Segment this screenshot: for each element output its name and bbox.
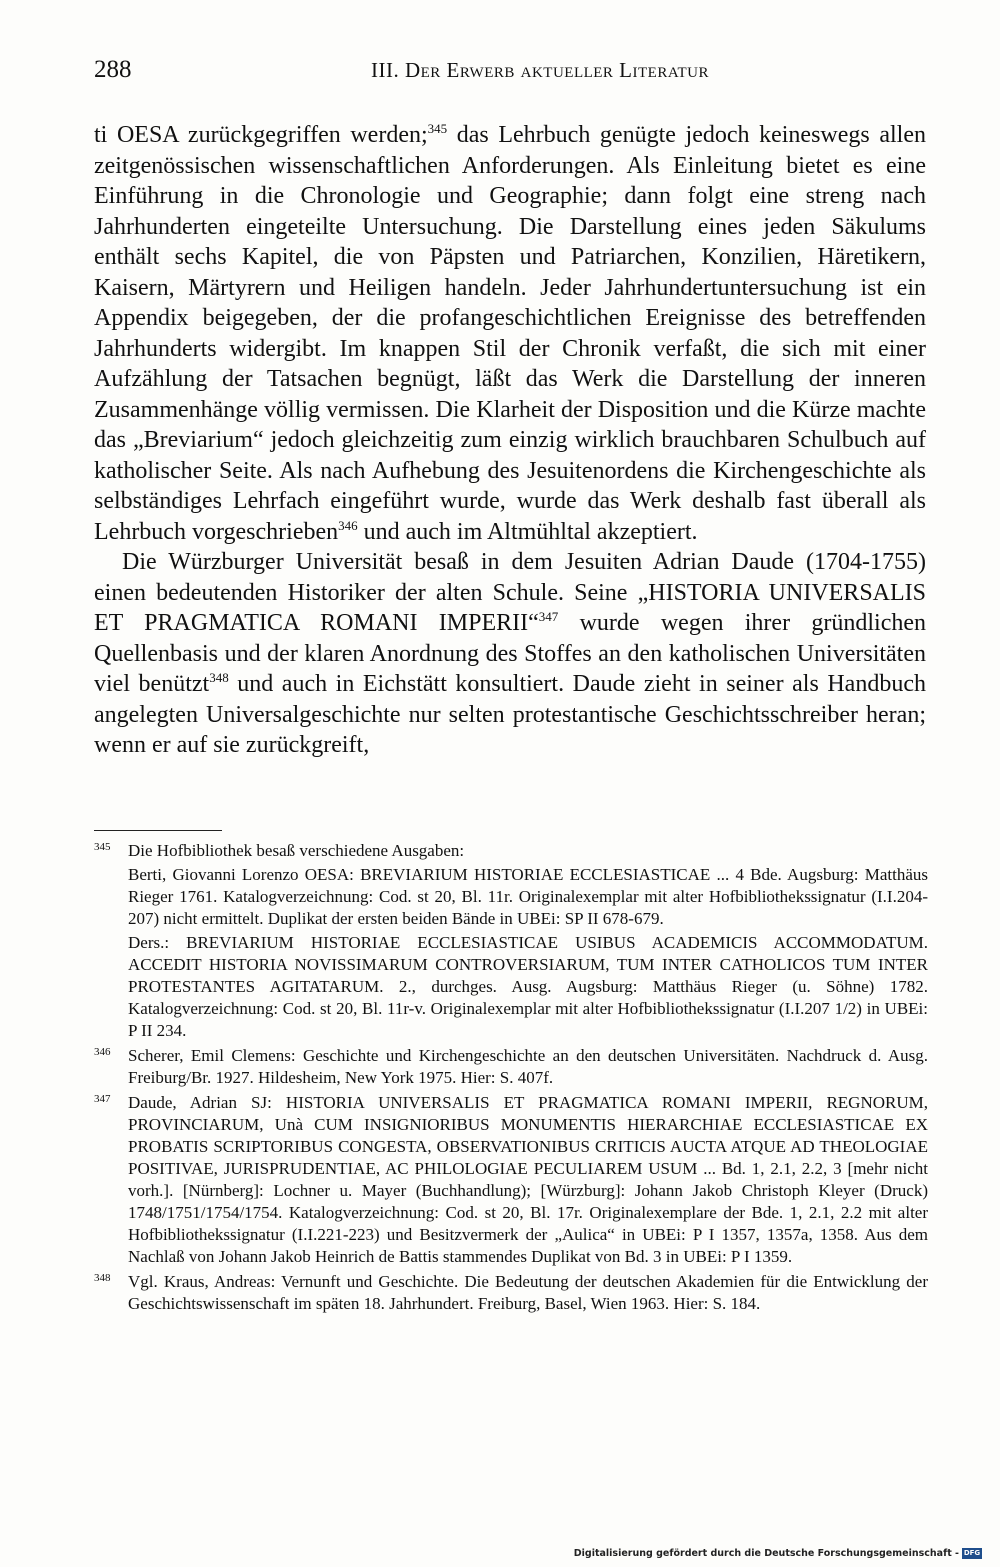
footnote-ref[interactable]: 345: [427, 121, 448, 136]
footnote-text: Berti, Giovanni Lorenzo OESA: BREVIARIUM HISTORIAE ECCLESIASTICAE ... 4 Bde. Augsburg: Matthäus Rieger 1761. Katalogverzeichnung: Cod. st 20, Bl. 11r. Originalexemplar mit alter Hofbibliothekssignatur (I.I.204-207) nicht ermittelt. Duplikat der ersten beiden Bände in UBEi: SP II 678-679.: [128, 865, 928, 928]
footnote-ref[interactable]: 348: [209, 670, 229, 685]
text-run: ti OESA zurückgegriffen werden;: [94, 122, 428, 148]
dfg-logo-icon: DFG: [963, 1549, 981, 1557]
paragraph: [94, 120, 926, 547]
footnote-text: Vgl. Kraus, Andreas: Vernunft und Geschichte. Die Bedeutung der deutschen Akademien für die Entwicklung der Geschichtswissenschaft im späten 18. Jahrhundert. Freiburg, Basel, Wien 1963. Hier: S. 184.: [128, 1272, 928, 1313]
text-run: und auch im Altmühltal akzeptiert.: [357, 518, 698, 545]
footnote: [94, 1271, 928, 1315]
footnote-number: 345: [94, 841, 111, 853]
footnote: [94, 1092, 928, 1268]
footnotes: [94, 840, 928, 1318]
footnote-text: Die Hofbibliothek besaß verschiedene Ausgaben:: [128, 841, 465, 860]
paragraph: [94, 547, 926, 761]
page-header: [94, 56, 926, 96]
footnote-ref[interactable]: 346: [338, 517, 358, 533]
footnote: [94, 1045, 928, 1089]
footnote-number: 348: [94, 1272, 111, 1284]
footnote-number: 347: [94, 1093, 111, 1105]
text-run: Die Würzburger Universität besaß in dem Jesuiten Adrian Daude (1704-1755) einen bedeutenden Historiker der alten Schule. Seine „HISTORIA UNIVERSALIS ET PRAGMATICA ROMANI IMPERII“: [94, 549, 926, 636]
footnote-number: 346: [94, 1046, 111, 1058]
footnote-text: Ders.: BREVIARIUM HISTORIAE ECCLESIASTICAE USIBUS ACADEMICIS ACCOMMODATUM. ACCEDIT HISTORIA NOVISSIMARUM CONTROVERSIARUM, TUM INTER CATHOLICOS TUM INTER PROTESTANTES AGITATARUM. 2., durchges. Ausg. Augsburg: Matthäus Rieger (u. Söhne) 1782. Katalogverzeichnung: Cod. st 20, Bl. 11r-v. Originalexemplar mit alter Hofbibliothekssignatur (I.I.207 1/2) in UBEi: P II 234.: [128, 933, 928, 1040]
footnote-separator: [94, 830, 222, 831]
footnote-ref[interactable]: 347: [538, 609, 559, 624]
text-run: das Lehrbuch genügte jedoch keineswegs allen zeitgenössischen wissenschaftlichen Anforderungen. Als Einleitung bietet es eine Einführung in die Chronologie und Geographie; dann folgt eine streng nach Jahrhunderten eingeteilte Untersuchung. Die Darstellung eines jeden Säkulums enthält sechs Kapitel, die von Päpsten und Patriarchen, Konzilien, Häretikern, Kaisern, Märtyrern und Heiligen handeln. Jeder Jahrhundertuntersuchung ist ein Appendix beigegeben, der die profangeschichtlichen Ereignisse des betreffenden Jahrhunderts widergibt. Im knappen Stil der Chronik verfaßt, die sich mit einer Aufzählung der Tatsachen begnügt, läßt das Werk die Darstellung der inneren Zusammenhänge völlig vermissen. Die Klarheit der Disposition und die Kürze machte das „Breviarium“ jedoch gleichzeitig zum einzig wirklich brauchbaren Schulbuch auf katholischer Seite. Als nach Aufhebung des Jesuitenordens die Kirchengeschichte als selbständiges Lehrfach eingeführt wurde, wurde das Werk deshalb fast überall als Lehrbuch vorgeschrieben: [94, 122, 926, 545]
footnote-text: Scherer, Emil Clemens: Geschichte und Kirchengeschichte an den deutschen Universitäten. Nachdruck d. Ausg. Freiburg/Br. 1927. Hildesheim, New York 1975. Hier: S. 407f.: [128, 1046, 928, 1087]
footnote: [94, 840, 928, 1042]
text-run: wurde wegen ihrer gründlichen Quellenbasis und der klaren Anordnung des Stoffes an den katholischen Universitäten viel benützt: [94, 610, 926, 697]
page-number: 288: [94, 56, 132, 83]
funding-credit-text: Digitalisierung gefördert durch die Deutsche Forschungsgemeinschaft -: [573, 1548, 959, 1559]
funding-credit: [574, 1548, 982, 1559]
running-head-text: III. Der Erwerb aktueller Literatur: [370, 58, 710, 82]
text-run: und auch in Eichstätt konsultiert. Daude zieht in seiner als Handbuch angelegten Universalgeschichte nur selten protestantische Geschichtsschreiber heran; wenn er auf sie zurückgreift,: [94, 671, 926, 758]
running-head: [94, 58, 926, 83]
main-text: [94, 120, 926, 761]
footnote-text: Daude, Adrian SJ: HISTORIA UNIVERSALIS ET PRAGMATICA ROMANI IMPERII, REGNORUM, PROVINCIARUM, Unà CUM INSIGNIORIBUS MONUMENTIS HIERARCHIAE ECCLESIASTICAE EX PROBATIS SCRIPTORIBUS CONGESTA, OBSERVATIONIBUS CRITICIS AUCTA ATQUE AD THEOLOGIAE POSITIVAE, JURISPRUDENTIAE, AC PHILOLOGIAE PECULIAREM USUM ... Bd. 1, 2.1, 2.2, 3 [mehr nicht vorh.]. [Nürnberg]: Lochner u. Mayer (Buchhandlung); [Würzburg]: Johann Jakob Christoph Kleyer (Druck) 1748/1751/1754/1754. Katalogverzeichnung: Cod. st 20, Bl. 17r. Originalexemplare der Bde. 1, 2.1, 2.2 mit alter Hofbibliothekssignatur (I.I.221-223) und Besitzvermerk der „Aulica“ in UBEi: P I 1357, 1357a, 1358. Aus dem Nachlaß von Johann Jakob Heinrich de Battis stammendes Duplikat von Bd. 3 in UBEi: P I 1359.: [128, 1093, 928, 1266]
